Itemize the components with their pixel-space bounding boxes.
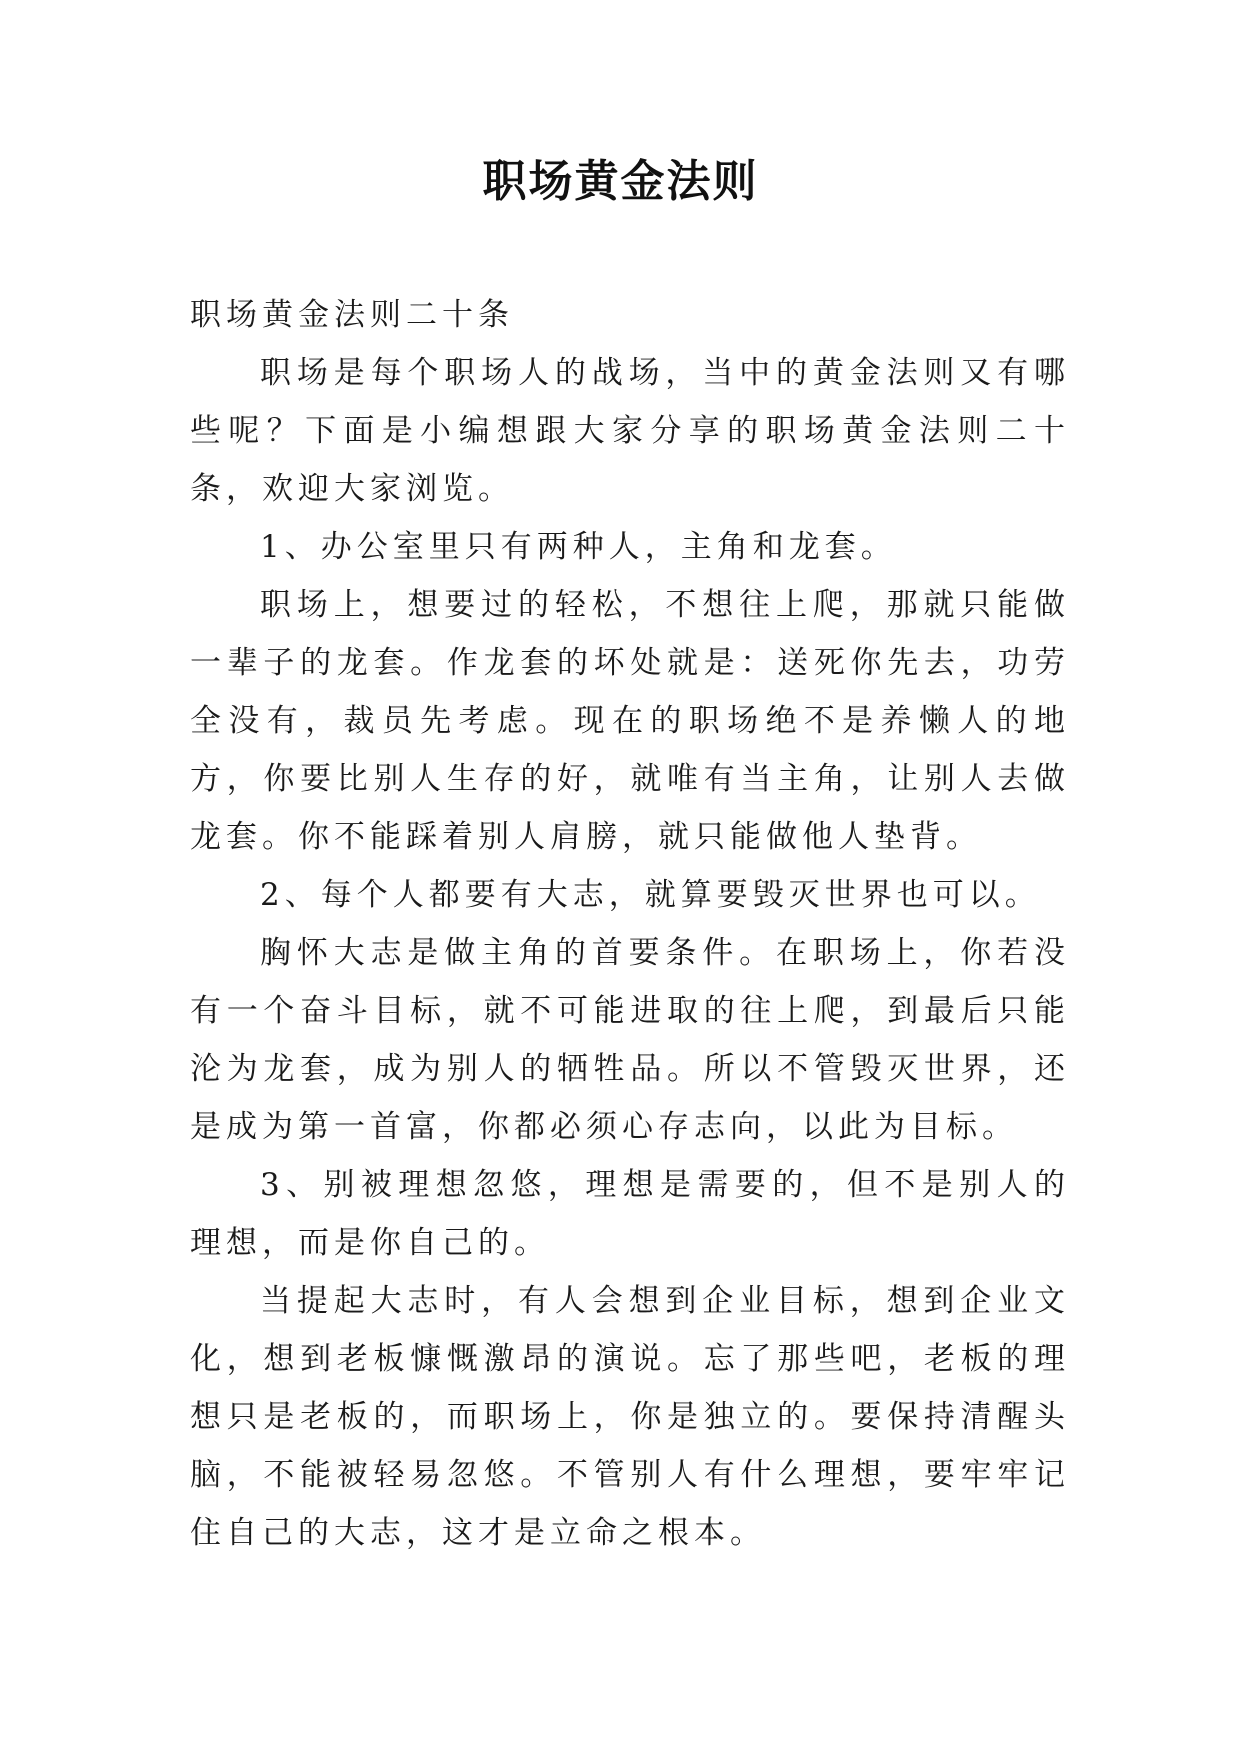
- paragraph-intro: 职场是每个职场人的战场，当中的黄金法则又有哪些呢？下面是小编想跟大家分享的职场黄金法则二十条，欢迎大家浏览。: [190, 355, 1070, 507]
- section-heading: 职场黄金法则二十条: [190, 297, 514, 333]
- rule-heading-1: 1、办公室里只有两种人，主角和龙套。: [260, 529, 897, 565]
- rule-body-1: 职场上，想要过的轻松，不想往上爬，那就只能做一辈子的龙套。作龙套的坏处就是：送死你先去，功劳全没有，裁员先考虑。现在的职场绝不是养懒人的地方，你要比别人生存的好，就唯有当主角，让别人去做龙套。你不能踩着别人肩膀，就只能做他人垫背。: [190, 587, 1070, 855]
- page-title: 职场黄金法则: [482, 156, 759, 207]
- document-body: [190, 286, 1070, 1562]
- rule-heading-2: 2、每个人都要有大志，就算要毁灭世界也可以。: [260, 877, 1041, 913]
- rule-heading-3: 3、别被理想忽悠，理想是需要的，但不是别人的理想，而是你自己的。: [190, 1167, 1070, 1261]
- rule-body-2: 胸怀大志是做主角的首要条件。在职场上，你若没有一个奋斗目标，就不可能进取的往上爬，到最后只能沦为龙套，成为别人的牺牲品。所以不管毁灭世界，还是成为第一首富，你都必须心存志向，以此为目标。: [190, 935, 1070, 1145]
- rule-body-3: 当提起大志时，有人会想到企业目标，想到企业文化，想到老板慷慨激昂的演说。忘了那些吧，老板的理想只是老板的，而职场上，你是独立的。要保持清醒头脑，不能被轻易忽悠。不管别人有什么理想，要牢牢记住自己的大志，这才是立命之根本。: [190, 1283, 1070, 1551]
